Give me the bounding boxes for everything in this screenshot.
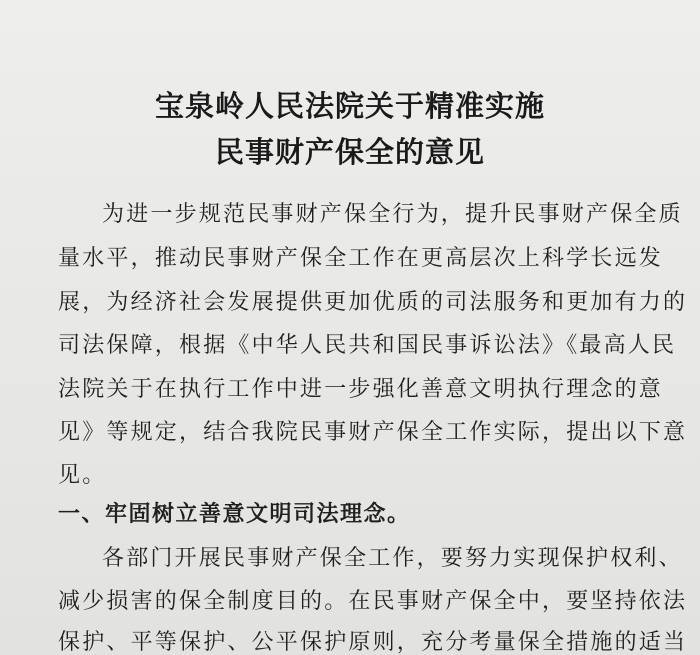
intro-paragraph-line: 见》等规定，结合我院民事财产保全工作实际，提出以下意 — [58, 420, 688, 445]
section-1-paragraph-line: 各部门开展民事财产保全工作，要努力实现保护权利、 — [102, 546, 683, 571]
intro-paragraph-line: 见。 — [58, 463, 107, 488]
intro-paragraph-line: 展，为经济社会发展提供更加优质的司法服务和更加有力的 — [58, 290, 688, 315]
document-title-line-2: 民事财产保全的意见 — [214, 135, 485, 169]
section-1-paragraph-line: 减少损害的保全制度目的。在民事财产保全中，要坚持依法 — [58, 589, 688, 614]
section-1-heading: 一、牢固树立善意文明司法理念。 — [58, 502, 411, 527]
intro-paragraph-line: 法院关于在执行工作中进一步强化善意文明执行理念的意 — [58, 377, 664, 402]
intro-paragraph-line: 司法保障，根据《中华人民共和国民事诉讼法》《最高人民 — [58, 333, 677, 358]
intro-paragraph-line: 量水平，推动民事财产保全工作在更高层次上科学长远发 — [58, 246, 664, 271]
section-1-paragraph-line: 保护、平等保护、公平保护原则，充分考量保全措施的适当 — [58, 630, 688, 655]
intro-paragraph-line: 为进一步规范民事财产保全行为，提升民事财产保全质 — [102, 202, 683, 227]
document-title-line-1: 宝泉岭人民法院关于精准实施 — [154, 89, 545, 123]
